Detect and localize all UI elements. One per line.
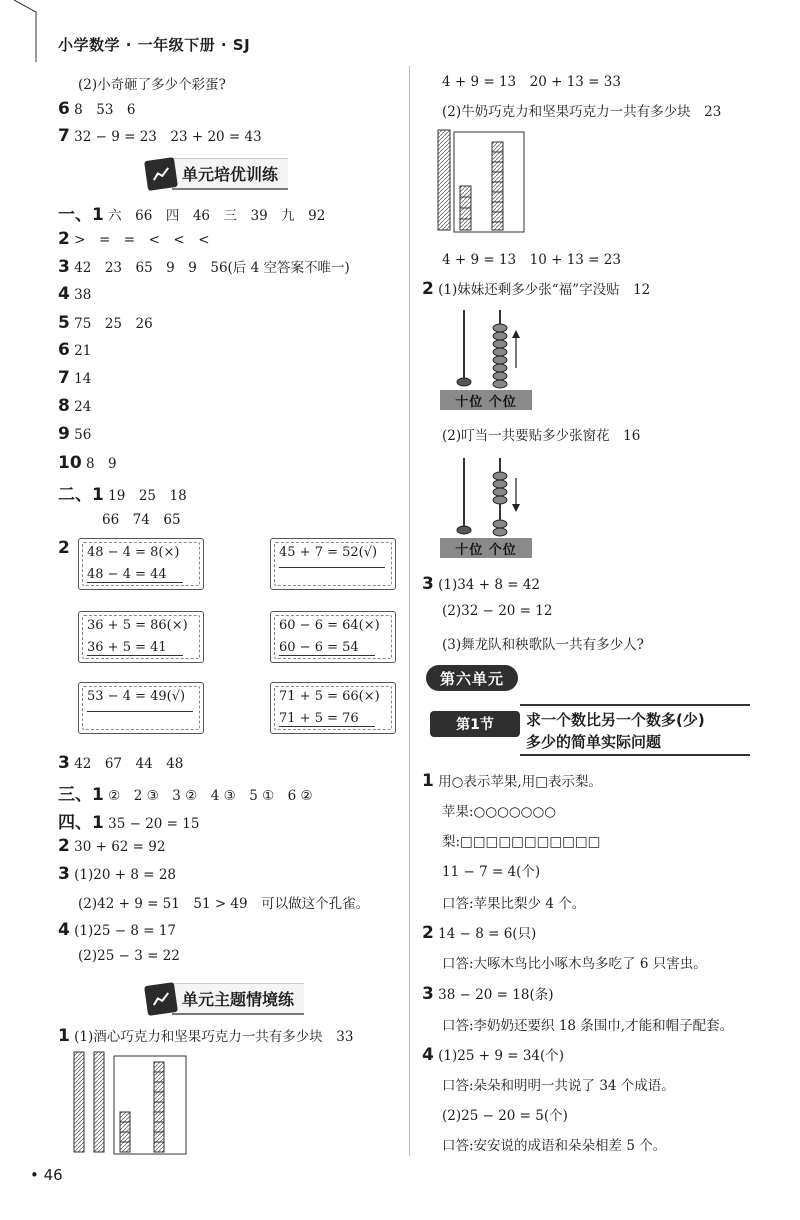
- answer-line: 2: [58, 538, 70, 558]
- answer-line: 3 42 67 44 48: [58, 753, 184, 773]
- answer-line: 3 38 − 20 = 18(条): [422, 984, 554, 1004]
- answer-line: 7 32 − 9 = 23 23 + 20 = 43: [58, 126, 262, 146]
- answer-line: (2)42 + 9 = 51 51 > 49 可以做这个孔雀。: [78, 896, 370, 912]
- abacus-label: 十位 个位: [440, 390, 532, 410]
- abacus-rods: [440, 306, 532, 392]
- abacus-label: 十位 个位: [440, 538, 532, 558]
- answer-line: 四、1 35 − 20 = 15: [58, 813, 200, 833]
- answer-line: 7 14: [58, 368, 92, 388]
- answer-line: 1 (1)酒心巧克力和坚果巧克力一共有多少块 33: [58, 1026, 354, 1046]
- answer-line: 三、1 ② 2 ③ 3 ② 4 ③ 5 ① 6 ②: [58, 785, 313, 805]
- answer-line: 口答:安安说的成语和朵朵相差 5 个。: [442, 1138, 667, 1154]
- answer-line: 3 (1)20 + 8 = 28: [58, 864, 176, 884]
- answer-line: (2)叮当一共要贴多少张窗花 16: [442, 428, 641, 444]
- answer-line: (3)舞龙队和秧歌队一共有多少人?: [442, 637, 644, 653]
- answer-line: 口答:李奶奶还要织 18 条围巾,才能和帽子配套。: [442, 1018, 734, 1034]
- answer-line: 2 14 − 8 = 6(只): [422, 923, 537, 943]
- answer-line: 一、1 六 66 四 46 三 39 九 92: [58, 205, 326, 225]
- answer-line: 3 42 23 65 9 9 56(后 4 空答案不唯一): [58, 257, 350, 277]
- answer-line: 2 30 + 62 = 92: [58, 836, 166, 856]
- answer-line: (2)牛奶巧克力和坚果巧克力一共有多少块 23: [442, 104, 722, 120]
- answer-line: 4 (1)25 + 9 = 34(个): [422, 1045, 565, 1065]
- check-box: 71 + 5 = 66(×) 71 + 5 = 76: [270, 682, 396, 734]
- answer-line: 口答:大啄木鸟比小啄木鸟多吃了 6 只害虫。: [442, 956, 707, 972]
- answer-line: (2)25 − 20 = 5(个): [442, 1108, 568, 1124]
- answer-line: 66 74 65: [102, 512, 181, 528]
- answer-line: 苹果:○○○○○○○: [442, 804, 557, 820]
- section-badge: 第1节: [430, 711, 520, 737]
- unit-title: 第六单元: [426, 665, 518, 691]
- answer-line: 二、1 19 25 18: [58, 485, 187, 505]
- answer-line: 11 − 7 = 4(个): [442, 864, 541, 880]
- answer-line: 4 + 9 = 13 10 + 13 = 23: [442, 252, 621, 268]
- chocolate-blocks-figure: [432, 124, 532, 236]
- check-box: 53 − 4 = 49(√): [78, 682, 204, 734]
- answer-line: (2)25 − 3 = 22: [78, 948, 180, 964]
- answer-line: 1 用○表示苹果,用□表示梨。: [422, 771, 602, 791]
- abacus-figure: [440, 306, 532, 412]
- check-box: 48 − 4 = 8(×) 48 − 4 = 44: [78, 538, 204, 590]
- answer-line: 6 21: [58, 340, 92, 360]
- answer-line: 2 > = = < < <: [58, 229, 210, 249]
- check-box: 45 + 7 = 52(√): [270, 538, 396, 590]
- section-title: 求一个数比另一个数多(少) 多少的简单实际问题: [520, 704, 750, 756]
- check-box: 36 + 5 = 86(×) 36 + 5 = 41: [78, 611, 204, 663]
- answer-line: 10 8 9: [58, 453, 117, 473]
- answer-line: 4 + 9 = 13 20 + 13 = 33: [442, 74, 621, 90]
- answer-line: 8 24: [58, 396, 92, 416]
- answer-line: 4 (1)25 − 8 = 17: [58, 920, 176, 940]
- answer-line: 4 38: [58, 284, 92, 304]
- answer-line: 口答:朵朵和明明一共说了 34 个成语。: [442, 1078, 675, 1094]
- chart-trend-icon: [144, 157, 178, 191]
- page-number: • 46: [30, 1166, 63, 1184]
- answer-line: 3 (1)34 + 8 = 42: [422, 574, 540, 594]
- chart-trend-icon: [144, 982, 178, 1016]
- page-header-title: 小学数学 · 一年级下册 · SJ: [58, 36, 251, 54]
- answer-line: 5 75 25 26: [58, 313, 153, 333]
- section-banner: 单元主题情境练: [146, 983, 304, 1015]
- answer-line: 6 8 53 6: [58, 99, 136, 119]
- check-box: 60 − 6 = 64(×) 60 − 6 = 54: [270, 611, 396, 663]
- section-banner: 单元培优训练: [146, 158, 288, 190]
- answer-line: 梨:□□□□□□□□□□□: [442, 834, 601, 850]
- abacus-rods: [440, 454, 532, 540]
- answer-line: (2)小奇砸了多少个彩蛋?: [78, 77, 226, 93]
- answer-line: (2)32 − 20 = 12: [442, 603, 553, 619]
- answer-line: 9 56: [58, 424, 92, 444]
- answer-line: 口答:苹果比梨少 4 个。: [442, 896, 586, 912]
- column-divider: [409, 66, 410, 1156]
- chocolate-blocks-figure: [70, 1048, 190, 1158]
- page-corner-mark: [14, 0, 44, 62]
- answer-line: 2 (1)妹妹还剩多少张“福”字没贴 12: [422, 279, 651, 299]
- abacus-figure: [440, 454, 532, 560]
